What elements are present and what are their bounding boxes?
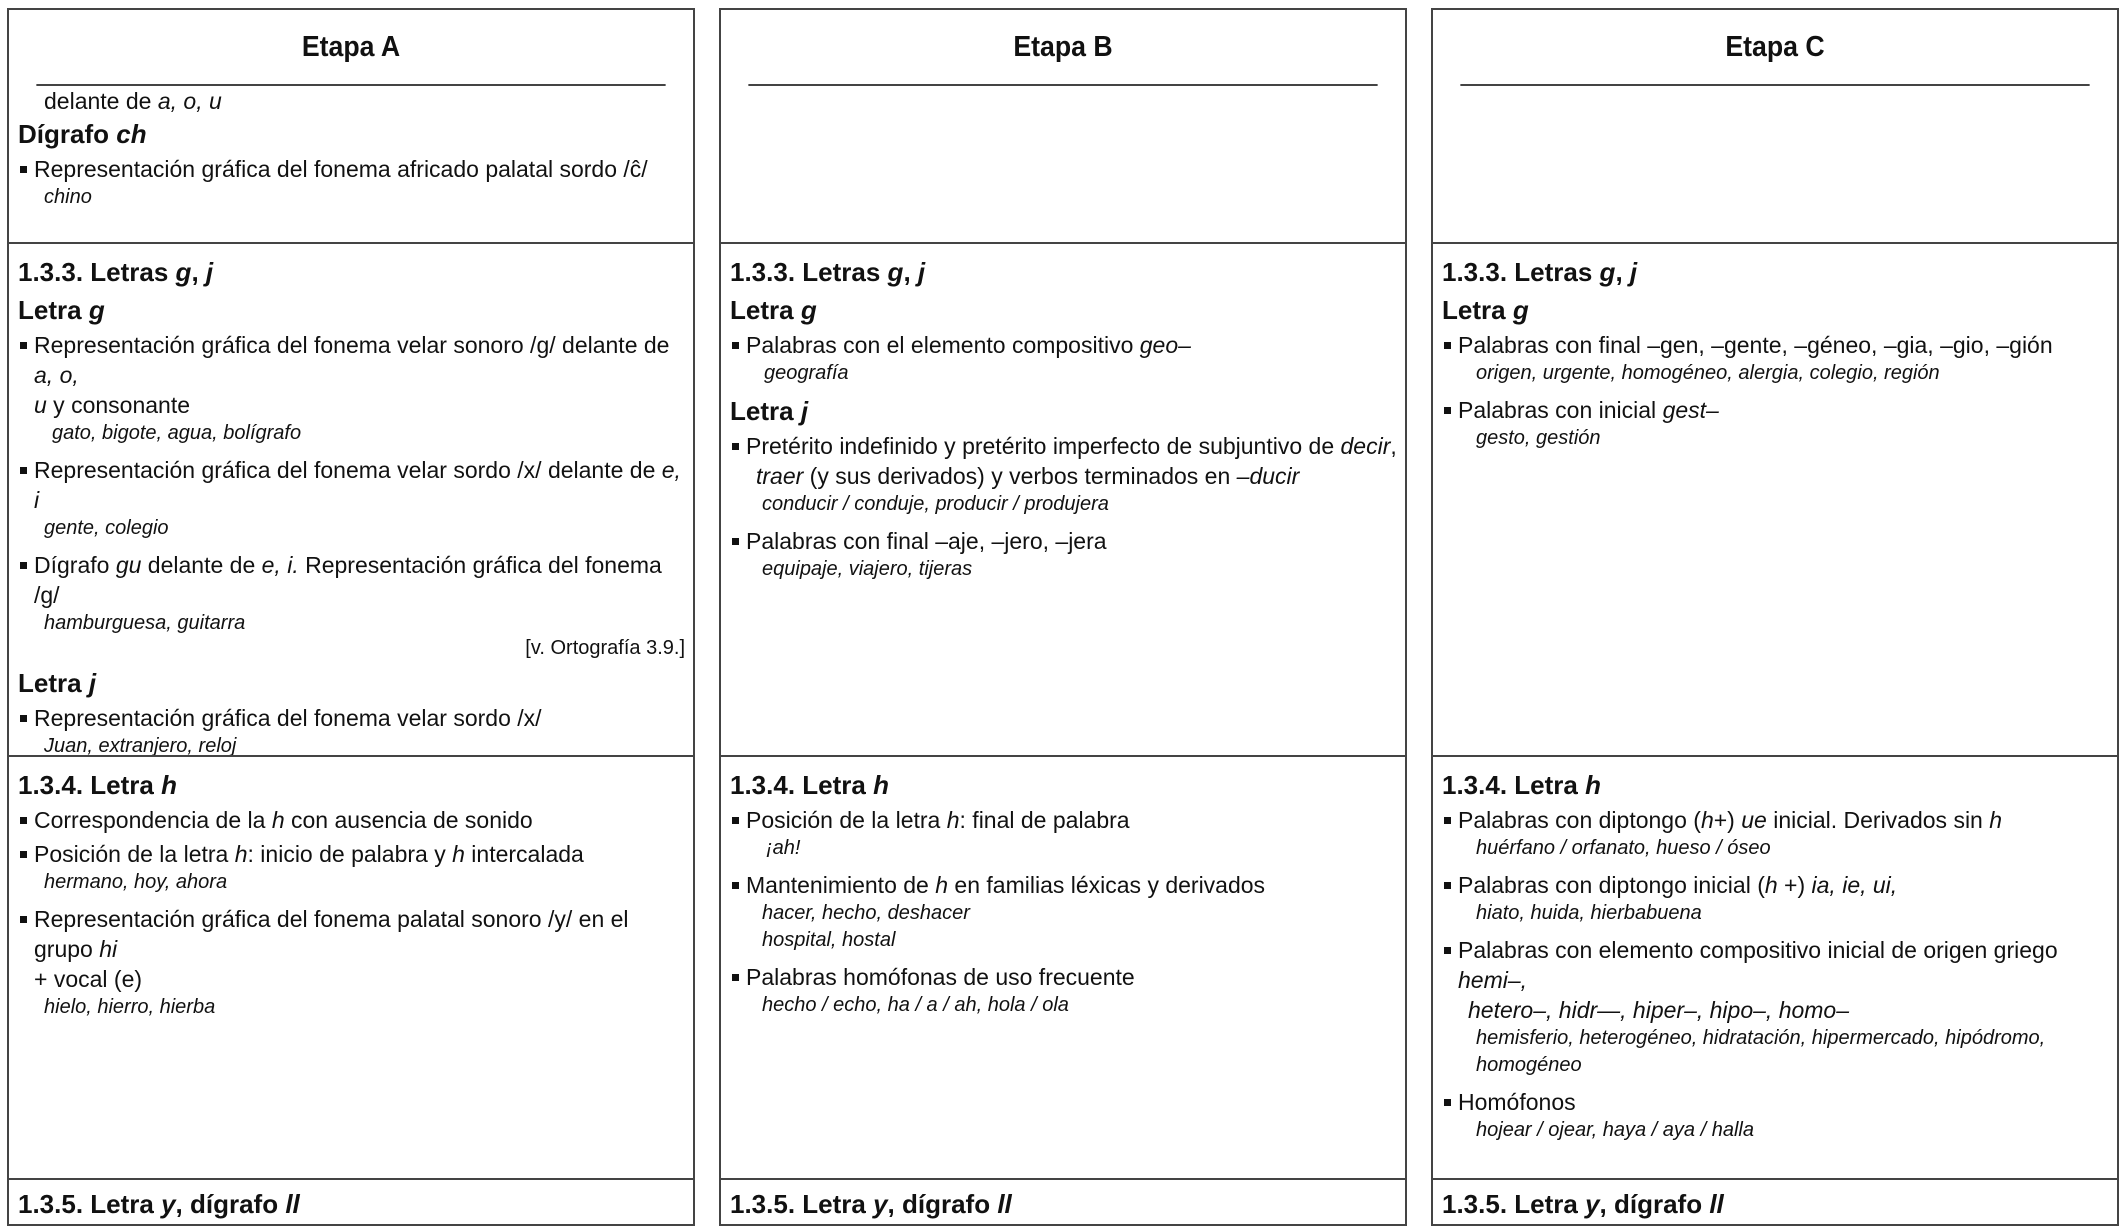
subheading-digrafo-ch: Dígrafo ch — [18, 119, 147, 149]
example-text: geografía — [764, 362, 849, 384]
cell-letra-y-ll — [1433, 1180, 2117, 1226]
example-text: origen, urgente, homogéneo, alergia, colegio, región — [1476, 362, 1940, 384]
section-heading: 1.3.3. Letras g, j — [1442, 257, 1638, 287]
section-heading: 1.3.4. Letra h — [1442, 770, 1601, 800]
column-etapa-b — [719, 8, 1407, 1226]
column-etapa-a — [7, 8, 695, 1226]
list-item: Pretérito indefinido y pretérito imperfecto de subjuntivo de decir, traer (y sus derivados) y verbos terminados en –ducir — [730, 431, 1397, 491]
column-header: Etapa C — [1460, 10, 2089, 86]
list-item: Homófonos — [1442, 1087, 2109, 1117]
continuation-text: delante de a, o, u — [44, 88, 222, 114]
section-heading: 1.3.5. Letra y, dígrafo ll — [1442, 1189, 1724, 1219]
cell-letra-y-ll — [9, 1180, 693, 1226]
list-item: Correspondencia de la h con ausencia de sonido — [18, 805, 685, 835]
cell-empty — [1433, 84, 2117, 244]
cell-letras-g-j — [721, 244, 1405, 757]
example-text: gente, colegio — [44, 517, 169, 539]
column-header: Etapa A — [36, 10, 665, 86]
list-item: Representación gráfica del fonema velar sordo /x/ delante de e, i — [18, 455, 685, 515]
list-item: Palabras con inicial gest– — [1442, 395, 2109, 425]
example-text: gato, bigote, agua, bolígrafo — [52, 422, 302, 444]
subheading-letra-g: Letra g — [18, 295, 105, 325]
list-item: Palabras con diptongo (h+) ue inicial. Derivados sin h — [1442, 805, 2109, 835]
example-text: gesto, gestión — [1476, 427, 1601, 449]
column-header: Etapa B — [748, 10, 1377, 86]
subheading-letra-j: Letra j — [18, 668, 97, 698]
list-item: Representación gráfica del fonema velar sonoro /g/ delante de a, o, u y consonante — [18, 330, 685, 420]
example-text: chino — [44, 186, 92, 208]
subheading-letra-g: Letra g — [1442, 295, 1529, 325]
list-item: Palabras con final –gen, –gente, –géneo, –gia, –gio, –gión — [1442, 330, 2109, 360]
list-item: Representación gráfica del fonema palatal sonoro /y/ en el grupo hi + vocal (e) — [18, 904, 685, 994]
example-text: conducir / conduje, producir / produjera — [762, 493, 1109, 515]
list-item: Posición de la letra h: final de palabra — [730, 805, 1397, 835]
section-heading: 1.3.5. Letra y, dígrafo ll — [730, 1189, 1012, 1219]
example-text: hojear / ojear, haya / aya / halla — [1476, 1119, 1754, 1141]
cell-letra-h — [1433, 757, 2117, 1180]
list-item: Palabras con el elemento compositivo geo– — [730, 330, 1397, 360]
subheading-letra-j: Letra j — [730, 396, 809, 426]
example-text: hecho / echo, ha / a / ah, hola / ola — [762, 994, 1069, 1016]
list-item: Palabras con final –aje, –jero, –jera — [730, 526, 1397, 556]
section-heading: 1.3.4. Letra h — [730, 770, 889, 800]
cell-letra-h — [721, 757, 1405, 1180]
cell-empty — [721, 84, 1405, 244]
list-item: Representación gráfica del fonema africado palatal sordo /ĉ/ — [18, 154, 685, 184]
list-item: Mantenimiento de h en familias léxicas y derivados — [730, 870, 1397, 900]
example-text: hamburguesa, guitarra — [44, 612, 246, 634]
list-item: Dígrafo gu delante de e, i. Representación gráfica del fonema /g/ — [18, 550, 685, 610]
example-text: ¡ah! — [766, 837, 801, 859]
section-heading: 1.3.3. Letras g, j — [730, 257, 926, 287]
list-item: Representación gráfica del fonema velar sordo /x/ — [18, 703, 685, 733]
example-text: hacer, hecho, deshacer — [762, 902, 970, 924]
example-text: hielo, hierro, hierba — [44, 996, 216, 1018]
section-heading: 1.3.4. Letra h — [18, 770, 177, 800]
cell-continuation — [9, 84, 693, 244]
example-text: hospital, hostal — [762, 929, 896, 951]
cell-letra-h — [9, 757, 693, 1180]
cross-reference: [v. Ortografía 3.9.] — [525, 637, 685, 659]
cell-letras-g-j — [1433, 244, 2117, 757]
example-text: hemisferio, heterogéneo, hidratación, hipermercado, hipódromo, homogéneo — [1476, 1027, 2046, 1076]
example-text: hermano, hoy, ahora — [44, 871, 228, 893]
cell-letras-g-j — [9, 244, 693, 757]
list-item: Palabras con elemento compositivo inicial de origen griego hemi–, hetero–, hidr—, hiper–, hipo–, homo– — [1442, 935, 2109, 1025]
list-item: Palabras homófonas de uso frecuente — [730, 962, 1397, 992]
column-etapa-c — [1431, 8, 2119, 1226]
example-text: huérfano / orfanato, hueso / óseo — [1476, 837, 1771, 859]
list-item: Posición de la letra h: inicio de palabra y h intercalada — [18, 839, 685, 869]
example-text: hiato, huida, hierbabuena — [1476, 902, 1702, 924]
example-text: Juan, extranjero, reloj — [44, 735, 237, 757]
example-text: equipaje, viajero, tijeras — [762, 558, 973, 580]
subheading-letra-g: Letra g — [730, 295, 817, 325]
cell-letra-y-ll — [721, 1180, 1405, 1226]
list-item: Palabras con diptongo inicial (h +) ia, ie, ui, — [1442, 870, 2109, 900]
section-heading: 1.3.5. Letra y, dígrafo ll — [18, 1189, 300, 1219]
section-heading: 1.3.3. Letras g, j — [18, 257, 214, 287]
